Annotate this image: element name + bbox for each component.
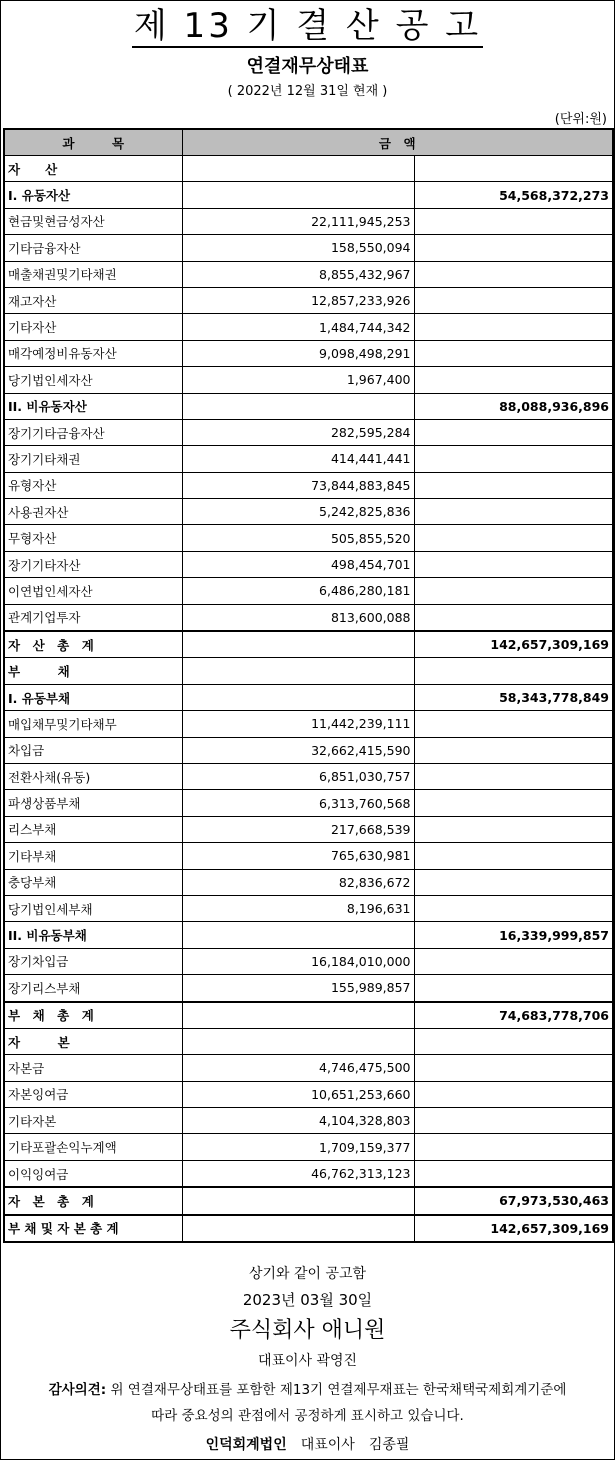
audit-opinion-text: 위 연결재무상태표를 포함한 제13기 연결제무재표는 한국채택국제회계기준에 bbox=[106, 1382, 567, 1398]
row-label: 이익잉여금 bbox=[4, 1160, 182, 1187]
row-label: 현금및현금성자산 bbox=[4, 208, 182, 234]
column-header-amount: 금 액 bbox=[182, 129, 613, 156]
table-row bbox=[4, 182, 613, 208]
unit-label: (단위:원) bbox=[554, 112, 607, 127]
row-detail-amount bbox=[182, 922, 414, 948]
table-row bbox=[4, 578, 613, 604]
row-detail-amount: 158,550,094 bbox=[182, 235, 414, 261]
row-detail-amount: 498,454,701 bbox=[182, 551, 414, 577]
row-label: 장기기타금융자산 bbox=[4, 419, 182, 445]
table-row bbox=[4, 843, 613, 869]
row-detail-amount: 1,709,159,377 bbox=[182, 1134, 414, 1160]
row-detail-amount bbox=[182, 1028, 414, 1054]
row-label: 자본잉여금 bbox=[4, 1081, 182, 1107]
row-detail-amount: 813,600,088 bbox=[182, 604, 414, 631]
row-label: I. 유동부채 bbox=[4, 684, 182, 710]
row-total-amount bbox=[414, 790, 613, 816]
row-label: 차입금 bbox=[4, 737, 182, 763]
row-detail-amount bbox=[182, 156, 414, 182]
table-row bbox=[4, 1108, 613, 1134]
row-detail-amount: 12,857,233,926 bbox=[182, 287, 414, 313]
row-detail-amount: 282,595,284 bbox=[182, 419, 414, 445]
row-total-amount bbox=[414, 658, 613, 684]
row-total-amount bbox=[414, 843, 613, 869]
row-label: 부 채 및 자 본 총 계 bbox=[4, 1215, 182, 1242]
row-total-amount bbox=[414, 208, 613, 234]
row-label: 파생상품부채 bbox=[4, 790, 182, 816]
balance-sheet-table bbox=[3, 128, 614, 1243]
row-label: 자 본 총 계 bbox=[4, 1187, 182, 1214]
table-row bbox=[4, 1187, 613, 1214]
row-total-amount bbox=[414, 340, 613, 366]
row-detail-amount: 9,098,498,291 bbox=[182, 340, 414, 366]
row-detail-amount: 46,762,313,123 bbox=[182, 1160, 414, 1187]
row-detail-amount: 6,313,760,568 bbox=[182, 790, 414, 816]
row-total-amount bbox=[414, 367, 613, 393]
row-detail-amount: 155,989,857 bbox=[182, 975, 414, 1002]
audit-opinion-label: 감사의견: bbox=[48, 1382, 107, 1398]
audit-opinion-line1 bbox=[0, 1378, 615, 1398]
table-row bbox=[4, 1160, 613, 1187]
row-detail-amount: 6,486,280,181 bbox=[182, 578, 414, 604]
table-row bbox=[4, 895, 613, 921]
row-total-amount bbox=[414, 1055, 613, 1081]
row-total-amount bbox=[414, 235, 613, 261]
row-label: 매입채무및기타채무 bbox=[4, 711, 182, 737]
row-label: 부 채 총 계 bbox=[4, 1002, 182, 1029]
table-row bbox=[4, 1215, 613, 1242]
row-total-amount: 67,973,530,463 bbox=[414, 1187, 613, 1214]
table-header-row bbox=[4, 129, 613, 156]
table-row bbox=[4, 314, 613, 340]
row-detail-amount: 32,662,415,590 bbox=[182, 737, 414, 763]
auditor-signature bbox=[0, 1434, 615, 1454]
row-detail-amount: 765,630,981 bbox=[182, 843, 414, 869]
row-total-amount bbox=[414, 869, 613, 895]
row-label: 장기기타자산 bbox=[4, 551, 182, 577]
row-label: 자 본 bbox=[4, 1028, 182, 1054]
row-total-amount bbox=[414, 1160, 613, 1187]
table-row bbox=[4, 684, 613, 710]
row-total-amount bbox=[414, 1134, 613, 1160]
row-detail-amount bbox=[182, 684, 414, 710]
table-row bbox=[4, 156, 613, 182]
row-total-amount bbox=[414, 287, 613, 313]
row-total-amount bbox=[414, 711, 613, 737]
row-total-amount bbox=[414, 948, 613, 974]
row-detail-amount: 11,442,239,111 bbox=[182, 711, 414, 737]
company-name: 주식회사 애니원 bbox=[229, 1318, 386, 1343]
row-total-amount bbox=[414, 499, 613, 525]
row-total-amount bbox=[414, 816, 613, 842]
row-label: 매각예정비유동자산 bbox=[4, 340, 182, 366]
row-detail-amount bbox=[182, 631, 414, 658]
row-detail-amount bbox=[182, 182, 414, 208]
row-total-amount: 74,683,778,706 bbox=[414, 1002, 613, 1029]
row-total-amount: 88,088,936,896 bbox=[414, 393, 613, 419]
row-detail-amount: 6,851,030,757 bbox=[182, 763, 414, 789]
auditor-ceo: 대표이사 김종필 bbox=[300, 1437, 410, 1453]
table-row bbox=[4, 340, 613, 366]
row-detail-amount bbox=[182, 1215, 414, 1242]
row-detail-amount: 82,836,672 bbox=[182, 869, 414, 895]
row-detail-amount: 22,111,945,253 bbox=[182, 208, 414, 234]
row-detail-amount: 1,484,744,342 bbox=[182, 314, 414, 340]
row-detail-amount: 10,651,253,660 bbox=[182, 1081, 414, 1107]
row-label: 기타자산 bbox=[4, 314, 182, 340]
row-detail-amount bbox=[182, 658, 414, 684]
table-row bbox=[4, 499, 613, 525]
notice-date: 2023년 03월 30일 bbox=[242, 1291, 373, 1309]
row-detail-amount: 505,855,520 bbox=[182, 525, 414, 551]
row-detail-amount: 8,196,631 bbox=[182, 895, 414, 921]
row-label: 당기법인세자산 bbox=[4, 367, 182, 393]
statement-subtitle: 연결재무상태표 bbox=[246, 56, 369, 77]
table-row bbox=[4, 948, 613, 974]
row-label: II. 비유동자산 bbox=[4, 393, 182, 419]
row-detail-amount bbox=[182, 393, 414, 419]
table-row bbox=[4, 658, 613, 684]
row-label: 매출채권및기타채권 bbox=[4, 261, 182, 287]
table-row bbox=[4, 419, 613, 445]
table-row bbox=[4, 1028, 613, 1054]
table-body bbox=[4, 156, 613, 1243]
row-detail-amount: 1,967,400 bbox=[182, 367, 414, 393]
table-row bbox=[4, 816, 613, 842]
row-total-amount bbox=[414, 525, 613, 551]
row-label: 이연법인세자산 bbox=[4, 578, 182, 604]
row-label: 사용권자산 bbox=[4, 499, 182, 525]
ceo-name: 대표이사 곽영진 bbox=[257, 1353, 358, 1369]
row-label: 무형자산 bbox=[4, 525, 182, 551]
row-detail-amount: 73,844,883,845 bbox=[182, 472, 414, 498]
row-total-amount: 54,568,372,273 bbox=[414, 182, 613, 208]
row-label: 장기차입금 bbox=[4, 948, 182, 974]
row-label: II. 비유동부채 bbox=[4, 922, 182, 948]
row-label: 리스부채 bbox=[4, 816, 182, 842]
row-total-amount bbox=[414, 472, 613, 498]
column-header-item: 과 목 bbox=[4, 129, 182, 156]
table-row bbox=[4, 551, 613, 577]
table-row bbox=[4, 1081, 613, 1107]
row-total-amount: 16,339,999,857 bbox=[414, 922, 613, 948]
statement-date: ( 2022년 12월 31일 현재 ) bbox=[227, 84, 388, 99]
row-total-amount: 58,343,778,849 bbox=[414, 684, 613, 710]
row-total-amount bbox=[414, 446, 613, 472]
row-total-amount bbox=[414, 763, 613, 789]
table-row bbox=[4, 446, 613, 472]
row-label: 관계기업투자 bbox=[4, 604, 182, 631]
table-row bbox=[4, 869, 613, 895]
announcement-title: 제 13 기 결 산 공 고 bbox=[133, 6, 482, 46]
row-label: I. 유동자산 bbox=[4, 182, 182, 208]
auditor-firm: 인덕회계법인 bbox=[205, 1437, 287, 1453]
table-row bbox=[4, 711, 613, 737]
table-row bbox=[4, 922, 613, 948]
table-row bbox=[4, 472, 613, 498]
table-row bbox=[4, 604, 613, 631]
table-row bbox=[4, 1002, 613, 1029]
row-detail-amount: 4,104,328,803 bbox=[182, 1108, 414, 1134]
table-row bbox=[4, 975, 613, 1002]
row-total-amount bbox=[414, 1081, 613, 1107]
row-label: 자본금 bbox=[4, 1055, 182, 1081]
row-total-amount bbox=[414, 1108, 613, 1134]
table-row bbox=[4, 261, 613, 287]
row-total-amount bbox=[414, 314, 613, 340]
row-total-amount bbox=[414, 261, 613, 287]
row-total-amount: 142,657,309,169 bbox=[414, 1215, 613, 1242]
table-row bbox=[4, 367, 613, 393]
row-detail-amount: 217,668,539 bbox=[182, 816, 414, 842]
row-label: 전환사채(유동) bbox=[4, 763, 182, 789]
row-detail-amount: 8,855,432,967 bbox=[182, 261, 414, 287]
row-label: 기타자본 bbox=[4, 1108, 182, 1134]
table-row bbox=[4, 1134, 613, 1160]
table-row bbox=[4, 393, 613, 419]
row-total-amount bbox=[414, 604, 613, 631]
row-total-amount bbox=[414, 1028, 613, 1054]
row-total-amount bbox=[414, 419, 613, 445]
row-label: 기타포괄손익누계액 bbox=[4, 1134, 182, 1160]
row-detail-amount: 414,441,441 bbox=[182, 446, 414, 472]
table-row bbox=[4, 525, 613, 551]
row-total-amount bbox=[414, 737, 613, 763]
table-row bbox=[4, 790, 613, 816]
row-total-amount bbox=[414, 895, 613, 921]
row-label: 장기기타채권 bbox=[4, 446, 182, 472]
row-label: 자 산 bbox=[4, 156, 182, 182]
row-label: 장기리스부채 bbox=[4, 975, 182, 1002]
row-label: 부 채 bbox=[4, 658, 182, 684]
table-row bbox=[4, 287, 613, 313]
table-row bbox=[4, 1055, 613, 1081]
table-row bbox=[4, 631, 613, 658]
table-row bbox=[4, 235, 613, 261]
notice-text: 상기와 같이 공고함 bbox=[248, 1266, 367, 1282]
row-label: 자 산 총 계 bbox=[4, 631, 182, 658]
row-label: 기타금융자산 bbox=[4, 235, 182, 261]
row-total-amount bbox=[414, 578, 613, 604]
row-total-amount bbox=[414, 551, 613, 577]
row-total-amount bbox=[414, 975, 613, 1002]
row-detail-amount bbox=[182, 1002, 414, 1029]
row-label: 유형자산 bbox=[4, 472, 182, 498]
row-detail-amount: 4,746,475,500 bbox=[182, 1055, 414, 1081]
row-label: 재고자산 bbox=[4, 287, 182, 313]
audit-opinion-line2: 따라 중요성의 관점에서 공정하게 표시하고 있습니다. bbox=[151, 1408, 464, 1424]
row-detail-amount bbox=[182, 1187, 414, 1214]
row-detail-amount: 5,242,825,836 bbox=[182, 499, 414, 525]
row-total-amount: 142,657,309,169 bbox=[414, 631, 613, 658]
row-label: 기타부채 bbox=[4, 843, 182, 869]
table-row bbox=[4, 763, 613, 789]
row-label: 당기법인세부채 bbox=[4, 895, 182, 921]
table-row bbox=[4, 208, 613, 234]
table-row bbox=[4, 737, 613, 763]
row-detail-amount: 16,184,010,000 bbox=[182, 948, 414, 974]
row-total-amount bbox=[414, 156, 613, 182]
row-label: 충당부채 bbox=[4, 869, 182, 895]
